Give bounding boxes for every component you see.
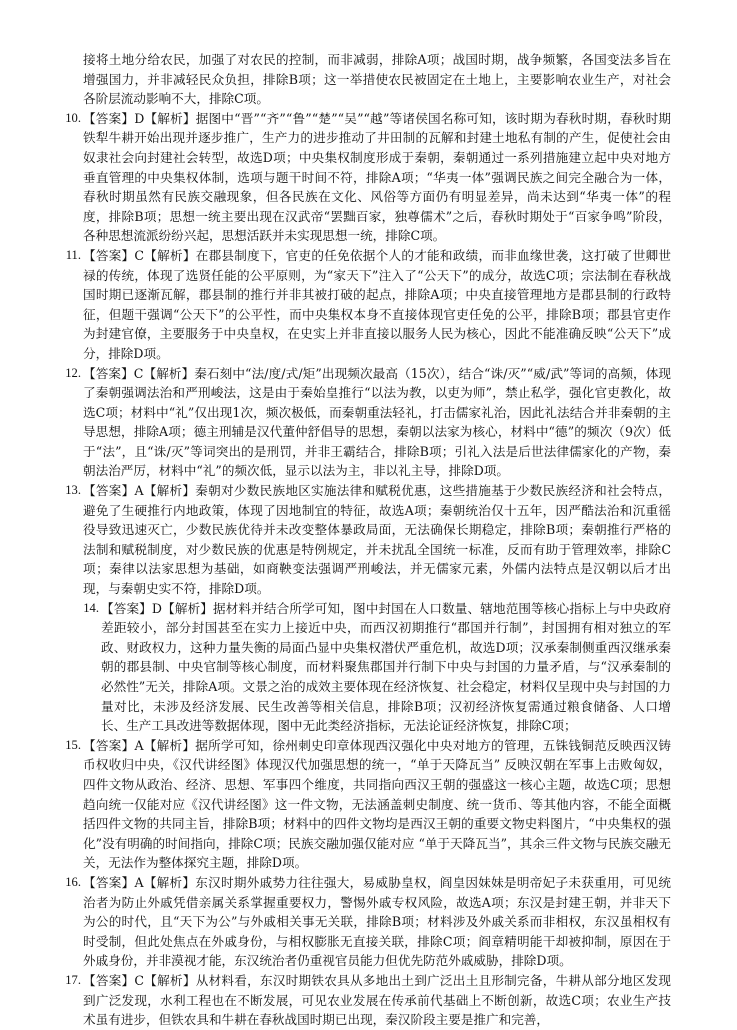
answer-item (83, 599, 671, 736)
answer-item (65, 364, 671, 482)
item-number: 14. (83, 600, 99, 615)
item-number: 15. (65, 737, 81, 752)
item-text: 【答案】A【解析】据所学可知，徐州刺史印章体现西汉强化中央对地方的管理，五铢钱铜范反映西汉铸币权收归中央，《汉代讲经图》体现汉代加强思想的统一，“单于天降瓦当” 反映汉朝在军事上击败匈奴，四件文物从政治、经济、思想、军事四个维度，共同指向西汉王朝的强盛这一核心主题，故选C项；思想趋向统一仅能对应《汉代讲经图》这一件文物，无法涵盖刺史制度、统一货币、等其他内容，不能全面概括四件文物的共同主旨，排除B项；材料中的四件文物均是西汉王朝的重要文物史料图片，“中央集权的强化”没有明确的时间指向，排除C项；民族交融加强仅能对应 “单于天降瓦当”，其余三件文物与民族交融无关，无法作为整体探究主题，排除D项。 (83, 737, 671, 871)
item-number: 13. (65, 483, 81, 498)
answer-item (65, 481, 671, 599)
item-number: 11. (65, 247, 81, 262)
answer-item (65, 873, 671, 971)
answer-item (65, 109, 671, 246)
answer-item (65, 971, 671, 1030)
item-text: 【答案】A【解析】秦朝对少数民族地区实施法律和赋税优惠，这些措施基于少数民族经济和社会特点，避免了生硬推行内地政策，体现了因地制宜的特征，故选A项；秦朝统治仅十五年，因严酷法治和沉重徭役导致迅速灭亡，少数民族优待并未改变整体暴政局面，无法确保长期稳定，排除B项；秦朝推行严格的法制和赋税制度，对少数民族的优惠是特例规定，并未扰乱全国统一标准，反而有助于管理效率，排除C项；秦律以法家思想为基础，如商鞅变法强调严刑峻法，并无儒家元素，外儒内法特点是汉朝以后才出现，与秦朝史实不符，排除D项。 (83, 483, 671, 597)
item-number: 17. (65, 972, 81, 987)
answer-item (65, 246, 671, 364)
answer-list (65, 109, 671, 1030)
item-number: 12. (65, 365, 81, 380)
item-text: 【答案】C【解析】从材料看，东汉时期铁农具从多地出土到广泛出土且形制完备，牛耕从部分地区发现到广泛发现，水利工程也在不断发展，可见农业发展在传承前代基础上不断创新，故选C项；农业生产技术虽有进步，但铁农具和牛耕在春秋战国时期已出现，秦汉阶段主要是推广和完善， (83, 972, 671, 1028)
item-text: 【答案】A【解析】东汉时期外戚势力往往强大，易威胁皇权，阎皇因妹妹是明帝妃子未获重用，可见统治者为防止外戚凭借亲属关系掌握重要权力，警惕外戚专权风险，故选A项；东汉是封建王朝，并非天下为公的时代，且“天下为公”与外戚相关事无关联，排除B项；材料涉及外戚关系而非相权，东汉虽相权有时受制，但此处焦点在外戚身份，与相权膨胀无直接关联，排除C项；阎章精明能干却被抑制，原因在于外戚身份，并非漠视才能，东汉统治者仍重视官员能力但优先防范外戚威胁，排除D项。 (83, 874, 671, 969)
answer-item (65, 736, 671, 873)
item-text: 【答案】C【解析】秦石刻中“法/度/式/矩”出现频次最高（15次），结合“诛/灭”“威/武”等词的高频，体现了秦朝强调法治和严刑峻法，这是由于秦始皇推行“以法为教，以吏为师”，禁止私学，强化官吏教化，故选C项；材料中“礼”仅出现1次，频次极低，而秦朝重法轻礼，打击儒家礼治，因此礼法结合并非秦朝的主导思想，排除A项；德主刑辅是汉代董仲舒倡导的思想，秦朝以法家为核心，材料中“德”的频次（9次）低于“法”，且“诛/灭”等词突出的是刑罚，并非王霸结合，排除B项；引礼入法是后世法律儒家化的产物，秦朝法治严厉，材料中“礼”的频次低，显示以法为主，非以礼主导，排除D项。 (83, 365, 671, 479)
item-number: 16. (65, 874, 81, 889)
item-text: 【答案】C【解析】在郡县制度下，官吏的任免依据个人的才能和政绩，而非血缘世袭，这打破了世卿世禄的传统，体现了选贤任能的公平原则，为“家天下”注入了“公天下”的成分，故选C项；宗法制在春秋战国时期已逐渐瓦解，郡县制的推行并非其被打破的起点，排除A项；中央直接管理地方是郡县制的行政特征，但题干强调“公天下”的公平性，而中央集权本身不直接体现官吏任免的公平，排除B项；郡县官吏作为封建官僚，主要服务于中央皇权，在史实上并非直接以服务人民为核心，因此不能准确反映“公天下”成分，排除D项。 (83, 247, 671, 361)
intro-paragraph: 接将土地分给农民，加强了对农民的控制，而非减弱，排除A项；战国时期，战争频繁，各国变法多旨在增强国力，并非减轻民众负担，排除B项；这一举措使农民被固定在土地上，主要影响农业生产，对社会各阶层流动影响不大，排除C项。 (83, 52, 671, 107)
item-number: 10. (65, 110, 81, 125)
item-text: 【答案】D【解析】据材料并结合所学可知，图中封国在人口数量、辖地范围等核心指标上与中央政府差距较小，部分封国甚至在实力上接近中央，而西汉初期推行“郡国并行制”，封国拥有相对独立的军政、财政权力，这种力量失衡的局面凸显中央集权潜伏严重危机，故选D项；汉承秦制侧重西汉继承秦朝的郡县制、中央官制等核心制度，而材料聚焦郡国并行制下中央与封国的力量矛盾，与“汉承秦制的必然性”无关，排除A项。文景之治的成效主要体现在经济恢复、社会稳定，材料仅呈现中央与封国的力量对比，未涉及经济发展、民生改善等相关信息，排除B项；汉初经济恢复需通过粮食储备、人口增长、生产工具改进等数据体现，图中无此类经济指标，无法论证经济恢复，排除C项； (101, 600, 671, 734)
item-text: 【答案】D【解析】据图中“晋”“齐”“鲁”“楚”“吴”“越”等诸侯国名称可知，该时期为春秋时期，春秋时期铁犁牛耕开始出现并逐步推广，生产力的进步推动了井田制的瓦解和封建土地私有制的产生，促使社会由奴隶社会向封建社会转型，故选D项；中央集权制度形成于秦朝，秦朝通过一系列措施建立起中央对地方垂直管理的中央集权体制，选项与题干时间不符，排除A项；“华夷一体”强调民族之间完全融合为一体，春秋时期虽然有民族交融现象，但各民族在文化、风俗等方面仍有明显差异，尚未达到“华夷一体”的程度，排除B项；思想一统主要出现在汉武帝“罢黜百家，独尊儒术”之后，春秋时期处于“百家争鸣”阶段，各种思想流派纷纷兴起，思想活跃并未实现思想一统，排除C项。 (83, 110, 671, 244)
